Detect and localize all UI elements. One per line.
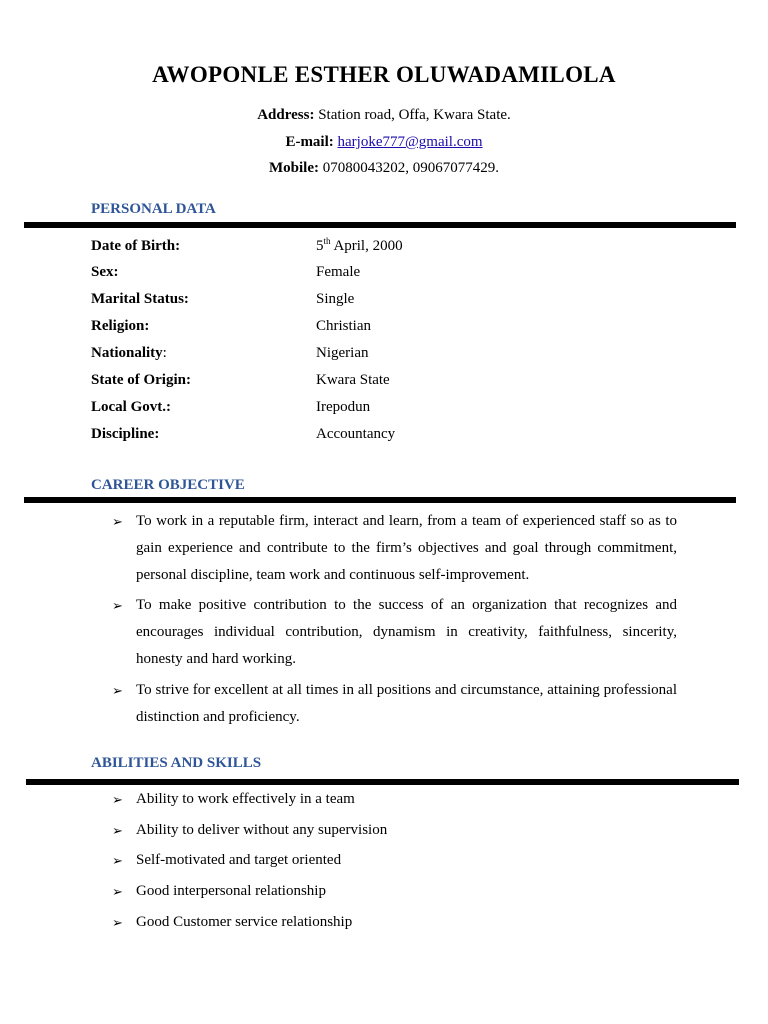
discipline-label: Discipline: [91,426,160,442]
skill-item: Self-motivated and target oriented [136,852,342,868]
state-of-origin-value: Kwara State [316,372,390,388]
nationality-value: Nigerian [316,345,369,361]
local-govt-label: Local Govt.: [91,399,171,415]
state-of-origin-label: State of Origin: [91,372,191,388]
religion-label: Religion: [91,318,150,334]
dob-label: Date of Birth: [91,238,181,254]
objective-item: To work in a reputable firm, interact and learn, from a team of experienced staff so as to gain experience and contribute to the firm’s objectives and goal through commitment, personal discipline, team work and continuous self-improvement. [136,513,677,583]
section-divider [24,222,736,228]
email-label: E-mail: [285,134,334,150]
bullet-arrow-icon: ➢ [112,853,123,868]
section-title-personal-data: PERSONAL DATA [91,201,216,217]
bullet-arrow-icon: ➢ [112,823,123,838]
bullet-arrow-icon: ➢ [112,514,123,529]
skill-item: Ability to work effectively in a team [136,791,355,807]
dob-value: 5th April, 2000 [316,236,403,254]
bullet-arrow-icon: ➢ [112,884,123,899]
local-govt-value: Irepodun [316,399,371,415]
mobile-line [0,160,768,177]
marital-status-value: Single [316,291,355,307]
objective-item: To strive for excellent at all times in all positions and circumstance, attaining professional distinction and proficiency. [136,682,677,725]
mobile-label: Mobile: [269,160,319,176]
marital-status-label: Marital Status: [91,291,189,307]
section-divider [26,779,739,785]
mobile-value: 07080043202, 09067077429. [322,160,499,176]
sex-value: Female [316,264,361,280]
email-line [0,134,768,151]
skill-item: Ability to deliver without any supervision [136,822,388,838]
nationality-label: Nationality: [91,345,167,361]
religion-value: Christian [316,318,371,334]
bullet-arrow-icon: ➢ [112,683,123,698]
address-label: Address: [257,107,315,123]
objective-item: To make positive contribution to the success of an organization that recognizes and encourages individual contribution, dynamism in creativity, faithfulness, sincerity, honesty and hard working. [136,597,677,667]
bullet-arrow-icon: ➢ [112,598,123,613]
bullet-arrow-icon: ➢ [112,792,123,807]
address-value: Station road, Offa, Kwara State. [318,107,511,123]
section-title-career-objective: CAREER OBJECTIVE [91,477,245,493]
skill-item: Good interpersonal relationship [136,883,326,899]
email-link[interactable]: harjoke777@gmail.com [337,134,483,150]
skill-item: Good Customer service relationship [136,914,353,930]
resume-name: AWOPONLE ESTHER OLUWADAMILOLA [152,62,616,87]
section-title-abilities: ABILITIES AND SKILLS [91,755,262,771]
bullet-arrow-icon: ➢ [112,915,123,930]
sex-label: Sex: [91,264,119,280]
section-divider [24,497,736,503]
discipline-value: Accountancy [316,426,396,442]
address-line [0,107,768,124]
